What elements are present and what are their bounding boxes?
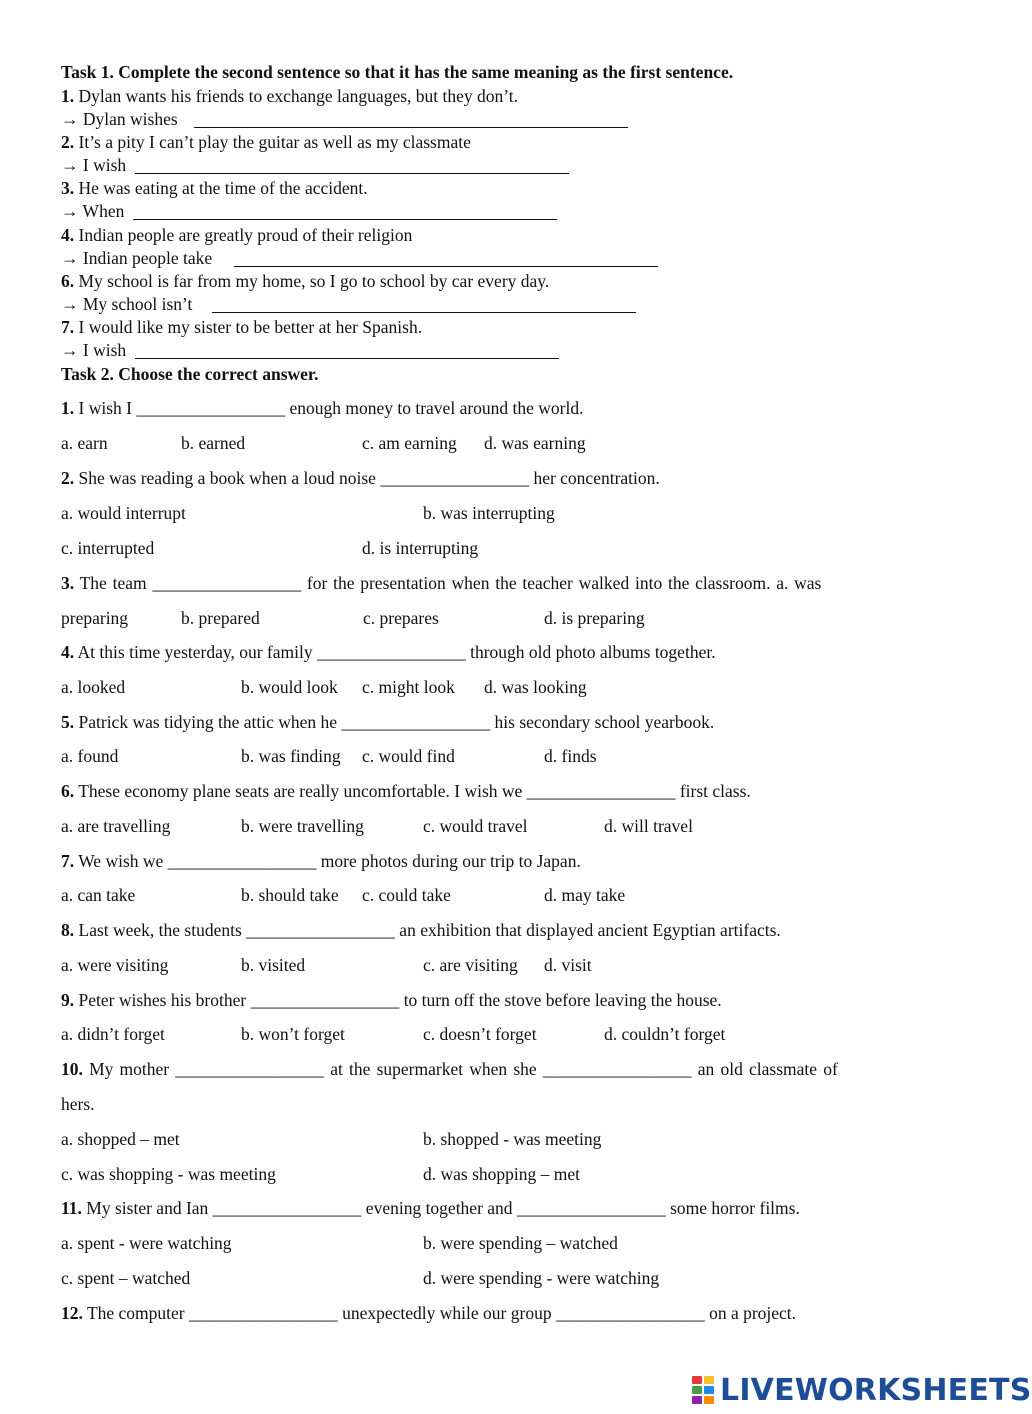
question-8: [61, 919, 781, 941]
question-number: 4.: [61, 642, 75, 662]
option-c[interactable]: c. might look: [362, 677, 455, 697]
task1-answer-6: [61, 293, 192, 315]
answer-blank[interactable]: _________________: [555, 1303, 705, 1323]
item-sentence: He was eating at the time of the accident.: [78, 178, 368, 198]
option-a[interactable]: a. spent - were watching: [61, 1233, 232, 1253]
task2-title: Task 2. Choose the correct answer.: [61, 364, 319, 384]
option-d[interactable]: d. couldn’t forget: [604, 1024, 726, 1044]
option-c[interactable]: c. interrupted: [61, 538, 155, 558]
option-c[interactable]: c. was shopping - was meeting: [61, 1164, 276, 1184]
answer-blank[interactable]: _________________: [380, 468, 530, 488]
answer-start: → I wish: [61, 340, 127, 360]
answer-blank[interactable]: _________________: [250, 990, 400, 1010]
question-text: first class.: [675, 781, 751, 801]
option-d[interactable]: d. is interrupting: [362, 538, 479, 558]
answer-line-7[interactable]: [135, 358, 559, 359]
question-text: Last week, the students: [78, 920, 247, 940]
question-number: 11.: [61, 1198, 82, 1218]
question-number: 10.: [61, 1059, 83, 1079]
question-number: 12.: [61, 1303, 83, 1323]
question-text: enough money to travel around the world.: [285, 398, 584, 418]
option-b[interactable]: b. earned: [181, 433, 246, 453]
item-number: 3.: [61, 178, 75, 198]
answer-blank[interactable]: _________________: [516, 1198, 666, 1218]
answer-start: → My school isn’t: [61, 294, 193, 314]
item-sentence: My school is far from my home, so I go to school by car every day.: [78, 271, 550, 291]
task1-item-2: [61, 131, 471, 153]
option-b[interactable]: b. shopped - was meeting: [423, 1129, 602, 1149]
option-c[interactable]: c. could take: [362, 885, 451, 905]
question-6: [61, 780, 751, 802]
question-text: Patrick was tidying the attic when he: [78, 712, 342, 732]
task1-answer-4: [61, 247, 212, 269]
task1-item-1: [61, 85, 518, 107]
option-a-continued[interactable]: preparing: [61, 608, 129, 628]
question-text: on a project.: [704, 1303, 797, 1323]
answer-blank[interactable]: _________________: [175, 1059, 325, 1079]
question-text: an old classmate of: [691, 1059, 838, 1079]
option-d[interactable]: d. may take: [544, 885, 626, 905]
item-sentence: It’s a pity I can’t play the guitar as well as my classmate: [78, 132, 471, 152]
option-c[interactable]: c. would travel: [423, 816, 528, 836]
option-a[interactable]: a. would interrupt: [61, 503, 186, 523]
option-a[interactable]: a. are travelling: [61, 816, 171, 836]
question-text: his secondary school yearbook.: [490, 712, 715, 732]
task1-item-6: [61, 270, 549, 292]
question-10: [61, 1058, 838, 1080]
question-text: her concentration.: [529, 468, 660, 488]
option-a[interactable]: a. shopped – met: [61, 1129, 180, 1149]
answer-line-3[interactable]: [133, 219, 557, 220]
option-b[interactable]: b. visited: [241, 955, 306, 975]
question-number: 3.: [61, 573, 75, 593]
option-d[interactable]: d. was earning: [484, 433, 586, 453]
question-number: 7.: [61, 851, 75, 871]
item-sentence: Indian people are greatly proud of their religion: [78, 225, 413, 245]
option-a[interactable]: a. found: [61, 746, 119, 766]
answer-line-2[interactable]: [135, 173, 569, 174]
question-text: for the presentation when the teacher walked into the classroom. a. was: [301, 573, 822, 593]
question-number: 6.: [61, 781, 75, 801]
option-c[interactable]: c. doesn’t forget: [423, 1024, 537, 1044]
question-number: 8.: [61, 920, 75, 940]
question-text: unexpectedly while our group: [337, 1303, 556, 1323]
option-d[interactable]: d. finds: [544, 746, 597, 766]
question-number: 5.: [61, 712, 75, 732]
option-b[interactable]: b. would look: [241, 677, 338, 697]
liveworksheets-logo: [692, 1373, 1032, 1407]
item-number: 4.: [61, 225, 75, 245]
answer-start: → I wish: [61, 155, 127, 175]
option-a[interactable]: a. were visiting: [61, 955, 169, 975]
question-text: evening together and: [361, 1198, 517, 1218]
question-9: [61, 989, 722, 1011]
question-text: We wish we: [78, 851, 168, 871]
option-a[interactable]: a. earn: [61, 433, 108, 453]
option-c[interactable]: c. prepares: [363, 608, 439, 628]
answer-blank[interactable]: _________________: [212, 1198, 362, 1218]
option-d[interactable]: d. were spending - were watching: [423, 1268, 660, 1288]
option-c[interactable]: c. am earning: [362, 433, 457, 453]
task1-answer-7: [61, 339, 126, 361]
answer-blank[interactable]: _________________: [316, 642, 466, 662]
option-a[interactable]: a. can take: [61, 885, 136, 905]
task1-answer-3: [61, 200, 124, 222]
item-number: 1.: [61, 86, 75, 106]
question-text: At this time yesterday, our family: [77, 642, 317, 662]
option-b[interactable]: b. prepared: [181, 608, 260, 628]
question-text: through old photo albums together.: [465, 642, 716, 662]
answer-start: → Dylan wishes: [61, 109, 178, 129]
option-b[interactable]: b. were spending – watched: [423, 1233, 618, 1253]
question-text: She was reading a book when a loud noise: [78, 468, 381, 488]
option-d[interactable]: d. was shopping – met: [423, 1164, 581, 1184]
option-b[interactable]: b. were travelling: [241, 816, 364, 836]
option-a[interactable]: a. looked: [61, 677, 126, 697]
question-text: an exhibition that displayed ancient Egyptian artifacts.: [394, 920, 781, 940]
question-text: more photos during our trip to Japan.: [316, 851, 581, 871]
question-2: [61, 467, 660, 489]
question-4: [61, 641, 716, 663]
question-text: Peter wishes his brother: [78, 990, 251, 1010]
question-number: 2.: [61, 468, 75, 488]
question-12: [61, 1302, 796, 1324]
option-b[interactable]: b. won’t forget: [241, 1024, 345, 1044]
question-7: [61, 850, 581, 872]
item-sentence: Dylan wants his friends to exchange languages, but they don’t.: [78, 86, 519, 106]
question-5: [61, 711, 714, 733]
option-c[interactable]: c. would find: [362, 746, 455, 766]
answer-blank[interactable]: _________________: [167, 851, 317, 871]
question-text: My sister and Ian: [86, 1198, 213, 1218]
question-text: some horror films.: [665, 1198, 800, 1218]
option-a[interactable]: a. didn’t forget: [61, 1024, 165, 1044]
task1-answer-2: [61, 154, 126, 176]
item-number: 6.: [61, 271, 75, 291]
question-11: [61, 1197, 800, 1219]
question-number: 1.: [61, 398, 75, 418]
task1-item-7: [61, 316, 422, 338]
question-text: These economy plane seats are really uncomfortable. I wish we: [78, 781, 527, 801]
question-3: [61, 572, 821, 594]
liveworksheets-logo-icon: [692, 1376, 714, 1404]
option-b[interactable]: b. was interrupting: [423, 503, 555, 523]
question-10-continued: hers.: [61, 1094, 95, 1114]
question-text: I wish I: [78, 398, 137, 418]
answer-blank[interactable]: _________________: [526, 781, 676, 801]
question-text: The team: [79, 573, 153, 593]
item-number: 7.: [61, 317, 75, 337]
option-b[interactable]: b. should take: [241, 885, 339, 905]
question-1: [61, 397, 584, 419]
option-c[interactable]: c. are visiting: [423, 955, 518, 975]
task1-answer-1: [61, 108, 178, 130]
question-text: My mother: [89, 1059, 176, 1079]
answer-line-6[interactable]: [212, 312, 636, 313]
task1-item-3: [61, 177, 368, 199]
answer-blank[interactable]: _________________: [152, 573, 302, 593]
option-b[interactable]: b. was finding: [241, 746, 341, 766]
answer-line-1[interactable]: [194, 127, 628, 128]
task1-item-4: [61, 224, 412, 246]
question-text: at the supermarket when she: [324, 1059, 543, 1079]
answer-blank[interactable]: _________________: [246, 920, 395, 940]
question-text: The computer: [86, 1303, 189, 1323]
answer-line-4[interactable]: [234, 266, 658, 267]
answer-blank[interactable]: _________________: [341, 712, 491, 732]
answer-blank[interactable]: _________________: [542, 1059, 692, 1079]
option-d[interactable]: d. was looking: [484, 677, 587, 697]
answer-blank[interactable]: _________________: [188, 1303, 338, 1323]
item-sentence: I would like my sister to be better at her Spanish.: [78, 317, 423, 337]
question-text: to turn off the stove before leaving the house.: [399, 990, 722, 1010]
answer-start: → Indian people take: [61, 248, 213, 268]
question-number: 9.: [61, 990, 75, 1010]
option-d[interactable]: d. will travel: [604, 816, 693, 836]
logo-text: LIVEWORKSHEETS: [720, 1372, 1032, 1408]
item-number: 2.: [61, 132, 75, 152]
option-d[interactable]: d. visit: [544, 955, 592, 975]
option-c[interactable]: c. spent – watched: [61, 1268, 191, 1288]
answer-blank[interactable]: _________________: [136, 398, 286, 418]
option-d[interactable]: d. is preparing: [544, 608, 645, 628]
task1-title: Task 1. Complete the second sentence so that it has the same meaning as the first sentence.: [61, 62, 734, 82]
answer-start: → When: [61, 201, 125, 221]
